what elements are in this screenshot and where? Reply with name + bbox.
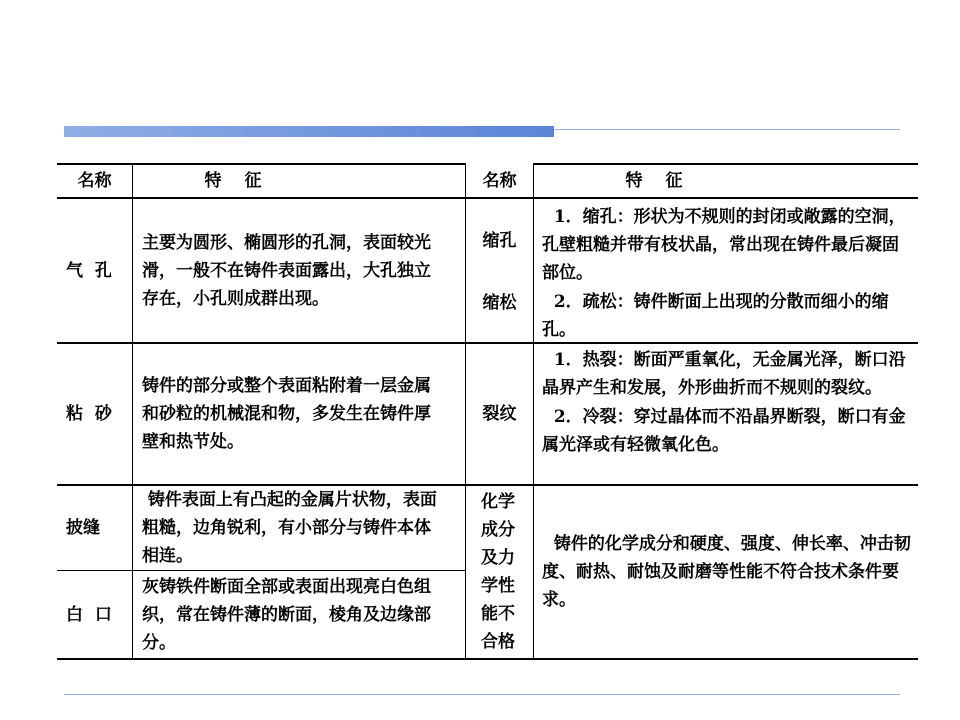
row1-feature: 主要为圆形、椭圆形的孔洞，表面较光滑，一般不在铸件表面露出，大孔独立存在，小孔则成群出现。 [142,232,431,309]
row1-right-name-2: 缩松 [482,293,517,313]
row3-feature: 铸件表面上有凸起的金属片状物，表面粗糙，边角锐利，有小部分与铸件本体相连。 [142,490,437,566]
table-bottom-border [57,658,918,660]
row3-name: 披缝 [66,518,100,538]
row2-name: 粘 砂 [66,404,112,424]
header-feature-right: 特 征 [625,171,683,191]
row2-right-name: 裂纹 [482,404,517,424]
hot-crack-text: 1．热裂：断面严重氧化，无金属光泽，断口沿晶界产生和发展，外形曲折而不规则的裂纹。 [542,350,906,398]
row4-name: 白 口 [66,604,112,625]
col-divider-3 [533,163,534,660]
shrinkage-cavity-text: 1．缩孔：形状为不规则的封闭或敞露的空洞，孔壁粗糙并带有枝状晶，常出现在铸件最后凝固部位。 [542,207,906,283]
header-feature-left: 特 征 [204,171,262,191]
header-name-right: 名称 [482,171,517,191]
row3-right-feature: 铸件的化学成分和硬度、强度、伸长率、冲击韧度、耐热、耐蚀及耐磨等性能不符合技术条件要求。 [542,534,911,610]
cold-crack-text: 2．冷裂：穿过晶体而不沿晶界断裂，断口有金属光泽或有轻微氧化色。 [542,407,906,455]
header-name-left: 名称 [77,171,112,191]
row2-right-feature [542,346,912,482]
row3-right-name: 化学成分及力学性能不合格 [481,492,515,652]
row1-name: 气 孔 [66,260,112,281]
row2-feature: 铸件的部分或整个表面粘附着一层金属和砂粒的机械混和物，多发生在铸件厚壁和热节处。 [142,376,431,452]
row1-right-feature [542,203,912,339]
col-divider-1 [132,163,133,660]
row4-feature: 灰铸铁件断面全部或表面出现亮白色组织，常在铸件薄的断面，棱角及边缘部分。 [142,576,431,653]
row1-right-name-1: 缩孔 [482,231,517,251]
shrinkage-porosity-text: 2．疏松：铸件断面上出现的分散而细小的缩孔。 [542,292,889,340]
